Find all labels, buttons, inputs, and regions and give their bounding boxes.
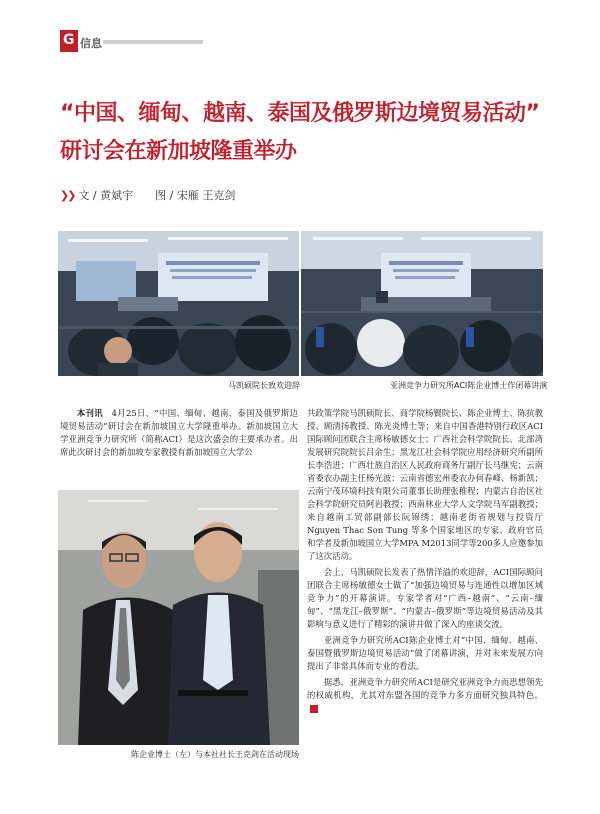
section-label: 信息: [80, 37, 102, 50]
article-body-left: [60, 407, 298, 477]
byline-text: 文 / 黄斌宇 图 / 宋雁 王克剑: [78, 189, 236, 202]
section-rule: [103, 40, 203, 44]
paragraph-right-2: 会上，马凯硕院长发表了热情洋溢的欢迎辞，ACI国际顾问团联合主席杨敏德女士做了“加强边境贸易与连通性以增加区域竞争力”的开幕演讲。专家学者对“广西–越南”、“云南–缅甸”、“黑龙江–俄罗斯”、“内蒙古–俄罗斯”等边境贸易活动及其影响与意义进行了精彩的演讲并做了深入的座谈交流。: [307, 567, 543, 629]
photo-caption-2: 亚洲竞争力研究所ACI陈企业博士作闭幕讲演: [390, 381, 548, 390]
paragraph-right-1: 共政策学院马凯硕院长、商学院杨賢院长、陈企业博士、陈抗教授、顾清扬教授、陈光炎博士等；来自中国香港特别行政区ACI国际顾问团联合主席杨敏德女士；广西社会科学院院长、北部湾发展研究院院长吕余生；黑龙江社会科学院应用经济研究所副所长李浩进；广西壮族自治区人民政府商务厅副厅长马继宪；云南省委农办副主任杨光波；云南省德宏州委农办何春峰、杨新凯；云南宁茂环境科技有限公司董事长助理张稚程；内蒙古自治区社会科学院研究员阿岩教授；西南林业大学人文学院马军副教授；来自越南工贸部副部长阮锦绣；越南老街省规划与投资厅 Nguyen Thac Son Tung 等多个国家地区的专家、政府官员和学者及新加坡国立大学MPA M2013同学等200多人应邀参加了这次活动。: [307, 408, 543, 561]
photo-group-portrait: [58, 490, 299, 745]
article-title-line1: “中国、缅甸、越南、泰国及俄罗斯边境贸易活动”: [60, 101, 540, 126]
byline: [60, 187, 235, 203]
article-body-right: [307, 407, 543, 802]
photo-caption-3: 陈企业博士（左）与本社社长王克剑在活动现场: [131, 750, 299, 759]
logo-letter: G: [63, 32, 75, 48]
photo-closing-speech: [301, 231, 543, 376]
paragraph-right-3: 亚洲竞争力研究所ACI陈企业博士对“中国、缅甸、越南、泰国暨俄罗斯边境贸易活动”做了闭幕讲演，并对未来发展方向提出了非常具体而专业的看法。: [307, 635, 543, 671]
lead-label: 本刊讯: [76, 408, 103, 418]
end-mark-icon: [310, 705, 318, 713]
paragraph-left-1: 4月25日，“中国、缅甸、越南、泰国及俄罗斯边境贸易活动”研讨会在新加坡国立大学隆重举办。新加坡国立大学亚洲竞争力研究所（简称ACI）是这次盛会的主要承办者。出席此次研讨会的新加坡专家教授有新加坡国立大学公: [60, 408, 298, 457]
paragraph-right-4: 据悉，亚洲竞争力研究所ACI是研究亚洲竞争力而思想领先的权威机构，尤其对东盟各国的竞争力多方面研究独具特色。: [307, 677, 543, 700]
article-title-line2: 研讨会在新加坡隆重举办: [60, 139, 297, 164]
photo-caption-1: 马凯硕院长致欢迎辞: [228, 381, 300, 390]
photo-welcome-speech: [58, 231, 299, 376]
magazine-logo: [60, 30, 78, 52]
byline-chevron-icon: ❯❯: [60, 189, 75, 202]
